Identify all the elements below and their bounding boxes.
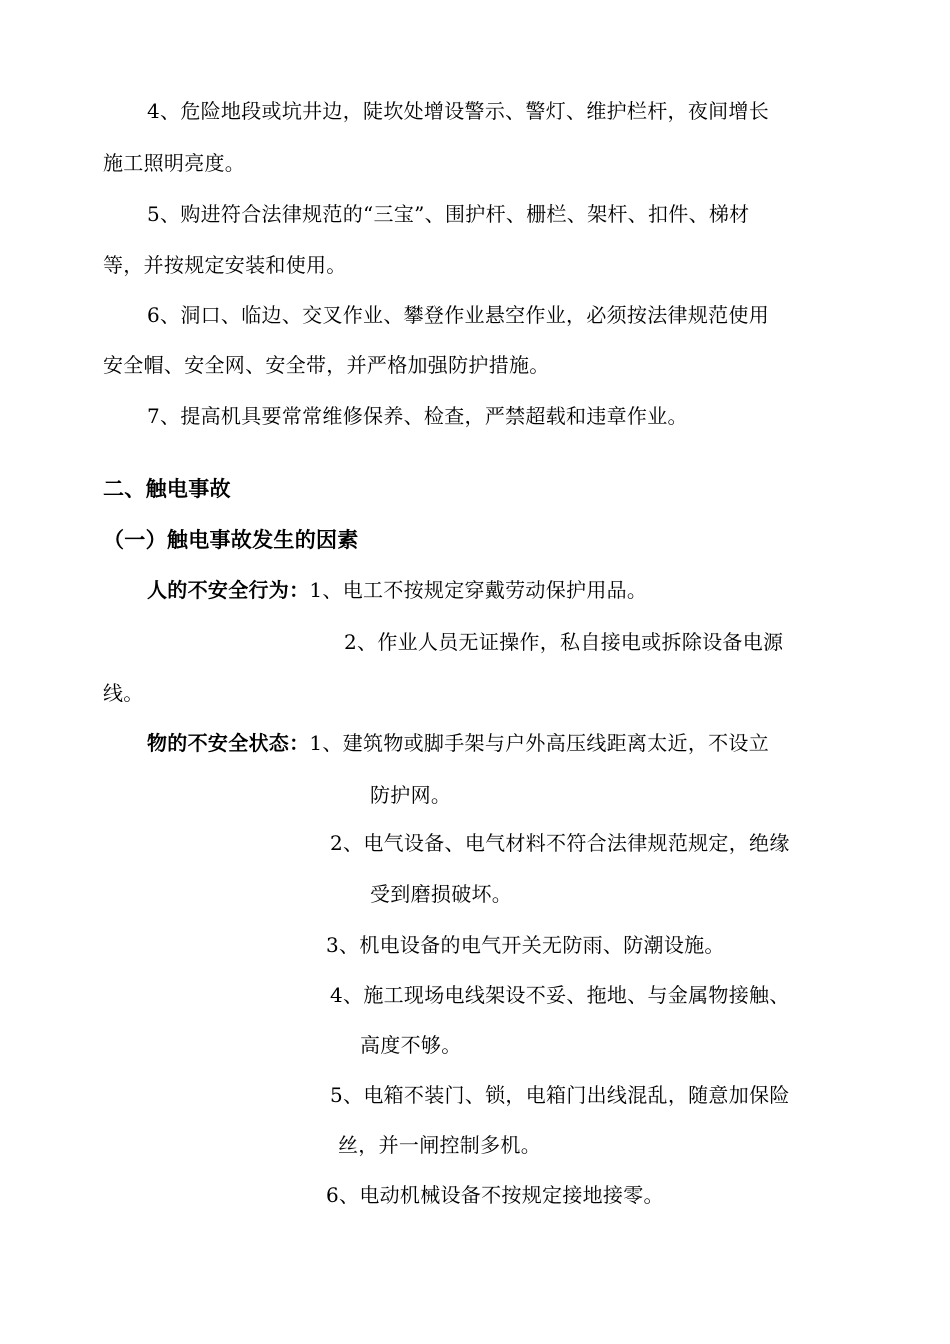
object-item-3: 3、机电设备的电气开关无防雨、防潮设施。	[326, 933, 725, 957]
item-6-line-1: 6、洞口、临边、交叉作业、攀登作业悬空作业，必须按法律规范使用	[147, 303, 770, 327]
object-item-2-line-2: 受到磨损破坏。	[370, 882, 513, 906]
human-item-2-line-2: 线。	[103, 681, 144, 705]
object-item-5-line-2: 丝，并一闸控制多机。	[338, 1133, 541, 1157]
human-unsafe-label: 人的不安全行为：	[147, 578, 310, 602]
item-5-line-1: 5、购进符合法律规范的“三宝”、围护杆、栅栏、架杆、扣件、梯材	[147, 202, 750, 226]
item-4-line-2: 施工照明亮度。	[103, 151, 246, 175]
object-item-5-line-1: 5、电箱不装门、锁，电箱门出线混乱，随意加保险	[330, 1083, 790, 1107]
object-unsafe-label: 物的不安全状态：	[147, 731, 310, 755]
human-item-2-line-1: 2、作业人员无证操作，私自接电或拆除设备电源	[344, 630, 784, 654]
item-7-line-1: 7、提高机具要常常维修保养、检查，严禁超载和违章作业。	[147, 404, 688, 428]
object-item-1-line-1: 1、建筑物或脚手架与户外高压线距离太近，不设立	[309, 731, 770, 755]
object-item-6: 6、电动机械设备不按规定接地接零。	[326, 1183, 664, 1207]
human-item-1: 1、电工不按规定穿戴劳动保护用品。	[309, 578, 648, 602]
object-item-2-line-1: 2、电气设备、电气材料不符合法律规范规定，绝缘	[330, 831, 790, 855]
subsection-title: （一）触电事故发生的因素	[103, 528, 359, 552]
item-5-line-2: 等，并按规定安装和使用。	[103, 253, 347, 277]
object-item-4-line-1: 4、施工现场电线架设不妥、拖地、与金属物接触、	[330, 983, 790, 1007]
object-item-4-line-2: 高度不够。	[360, 1033, 462, 1057]
object-item-1-line-2: 防护网。	[370, 783, 452, 807]
object-unsafe-state-row	[147, 730, 769, 756]
section-title: 二、触电事故	[103, 477, 231, 501]
item-4-line-1: 4、危险地段或坑井边，陡坎处增设警示、警灯、维护栏杆，夜间增长	[147, 99, 770, 123]
human-unsafe-behavior-row	[147, 577, 647, 603]
item-6-line-2: 安全帽、安全网、安全带，并严格加强防护措施。	[103, 353, 550, 377]
